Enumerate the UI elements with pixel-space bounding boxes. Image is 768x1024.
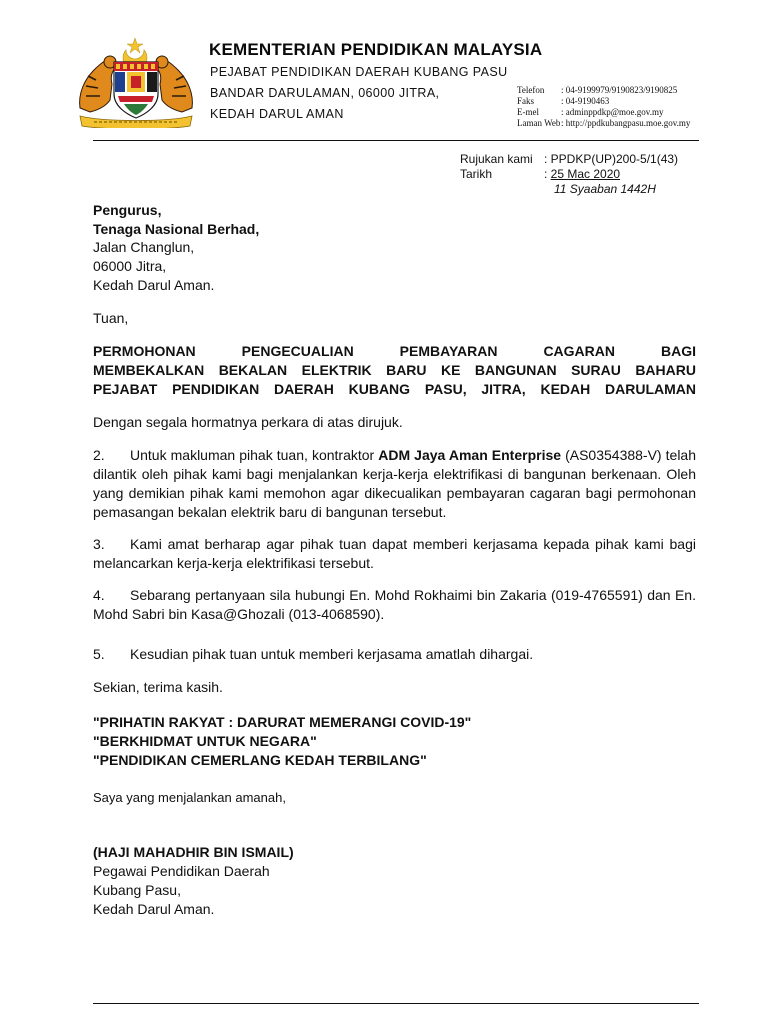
signatory-name: (HAJI MAHADHIR BIN ISMAIL)	[93, 844, 294, 860]
intro-paragraph: Dengan segala hormatnya perkara di atas dirujuk.	[93, 414, 403, 430]
paragraph-4	[93, 586, 696, 624]
signatory-position: Pegawai Pendidikan Daerah	[93, 863, 270, 879]
ministry-title: KEMENTERIAN PENDIDIKAN MALAYSIA	[209, 40, 543, 59]
recipient-town: 06000 Jitra,	[93, 258, 167, 274]
paragraph-2-number: 2.	[93, 447, 105, 463]
tarikh-value: 25 Mac 2020	[550, 167, 621, 181]
telefon-label: Telefon	[517, 85, 545, 95]
closing-line: Sekian, terima kasih.	[93, 679, 223, 695]
slogan-2: "BERKHIDMAT UNTUK NEGARA"	[93, 733, 317, 749]
paragraph-2-lead: Untuk makluman pihak tuan, kontraktor	[130, 447, 379, 463]
tarikh-colon: :	[544, 167, 551, 181]
slogan-1: "PRIHATIN RAKYAT : DARURAT MEMERANGI COVID-19"	[93, 714, 472, 730]
footer-divider	[93, 1003, 699, 1004]
paragraph-5-body: Kesudian pihak tuan untuk memberi kerjasama amatlah dihargai.	[130, 646, 534, 662]
paragraph-5-number: 5.	[93, 646, 105, 662]
email-value: : adminppdkp@moe.gov.my	[561, 107, 664, 117]
signatory-state: Kedah Darul Aman.	[93, 901, 215, 917]
faks-line	[517, 96, 690, 107]
paragraph-4-body: Sebarang pertanyaan sila hubungi En. Mohd Rokhaimi bin Zakaria (019-4765591) dan En. Mohd Sabri bin Kasa@Ghozali (013-4068590).	[93, 587, 696, 622]
telefon-line	[517, 85, 690, 96]
hijri-date: 11 Syaaban 1442H	[554, 182, 656, 196]
header-divider	[93, 140, 699, 141]
signatory-district: Kubang Pasu,	[93, 882, 181, 898]
web-value: : http://ppdkubangpasu.moe.gov.my	[561, 118, 691, 128]
reference-block	[460, 152, 678, 197]
email-line	[517, 107, 690, 118]
paragraph-3-number: 3.	[93, 536, 105, 552]
contact-block	[517, 85, 690, 129]
office-state: KEDAH DARUL AMAN	[210, 107, 344, 121]
recipient-title: Pengurus,	[93, 202, 162, 218]
paragraph-4-number: 4.	[93, 587, 105, 603]
email-label: E-mel	[517, 107, 539, 117]
tarikh-line	[460, 167, 678, 182]
rujukan-label: Rujukan kami	[460, 152, 533, 166]
paragraph-3-body: Kami amat berharap agar pihak tuan dapat memberi kerjasama kepada pihak kami bagi melancarkan kerja-kerja elektrifikasi tersebut.	[93, 536, 696, 571]
tarikh-label: Tarikh	[460, 167, 493, 181]
paragraph-5	[93, 645, 696, 663]
office-address: BANDAR DARULAMAN, 06000 JITRA,	[210, 86, 440, 100]
paragraph-2-body: (AS0354388-V) telah dilantik oleh pihak kami bagi menjalankan kerja-kerja elektrifikasi di bangunan berkenaan. Oleh yang demikian pihak kami memohon agar dikecualikan pembayaran cagaran bagi permohonan pemasangan bekalan elektrik baru di bangunan tersebut.	[93, 447, 696, 520]
office-name: PEJABAT PENDIDIKAN DAERAH KUBANG PASU	[210, 65, 508, 79]
recipient-state: Kedah Darul Aman.	[93, 277, 215, 293]
recipient-company: Tenaga Nasional Berhad,	[93, 221, 260, 237]
coat-of-arms-icon	[74, 36, 198, 128]
web-line	[517, 118, 690, 129]
web-label: Laman Web	[517, 118, 561, 128]
salutation: Tuan,	[93, 310, 129, 326]
rujukan-value: : PPDKP(UP)200-5/1(43)	[544, 152, 679, 166]
recipient-street: Jalan Changlun,	[93, 239, 195, 255]
faks-label: Faks	[517, 96, 535, 106]
subject-line-1: PERMOHONAN PENGECUALIAN PEMBAYARAN CAGARAN BAGI	[93, 343, 696, 359]
paragraph-3	[93, 535, 696, 573]
subject-line-3: PEJABAT PENDIDIKAN DAERAH KUBANG PASU, JITRA, KEDAH DARULAMAN	[93, 381, 696, 397]
rujukan-line	[460, 152, 678, 167]
faks-value: : 04-9190463	[561, 96, 610, 106]
telefon-value: : 04-9199979/9190823/9190825	[561, 85, 678, 95]
slogan-3: "PENDIDIKAN CEMERLANG KEDAH TERBILANG"	[93, 752, 427, 768]
contractor-name: ADM Jaya Aman Enterprise	[378, 447, 562, 463]
subject-line-2: MEMBEKALKAN BEKALAN ELEKTRIK BARU KE BANGUNAN SURAU BAHARU	[93, 362, 696, 378]
signoff-line: Saya yang menjalankan amanah,	[93, 790, 286, 805]
paragraph-2	[93, 446, 696, 522]
